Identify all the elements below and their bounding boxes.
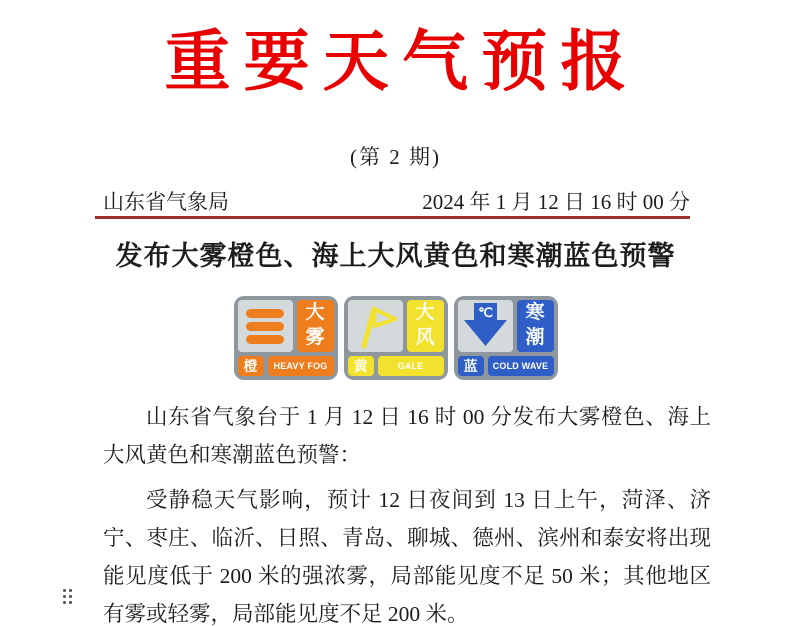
header-divider xyxy=(95,216,690,219)
heavy-fog-warning-badge xyxy=(234,296,338,380)
body-paragraph: 山东省气象台于 1 月 12 日 16 时 00 分发布大雾橙色、海上大风黄色和寒潮蓝色预警： xyxy=(103,405,711,467)
bulletin-headline: 发布大雾橙色、海上大风黄色和寒潮蓝色预警 xyxy=(115,241,676,271)
warning-level-badge: 黄 xyxy=(348,356,374,376)
celsius-symbol: ℃ xyxy=(477,305,493,320)
bulletin-body xyxy=(103,398,711,626)
warning-name-cn: 大雾 xyxy=(297,300,334,352)
warning-name-en: HEAVY FOG xyxy=(268,356,334,376)
warning-level-badge: 橙 xyxy=(238,356,264,376)
bulletin-header xyxy=(103,186,690,216)
pennant-flag-icon xyxy=(348,300,403,352)
warning-name-en: GALE xyxy=(378,356,444,376)
issue-number: (第 2 期) xyxy=(350,145,441,169)
page-title: 重要天气预报 xyxy=(164,24,640,98)
warning-name-en: COLD WAVE xyxy=(488,356,554,376)
warning-level-badge: 蓝 xyxy=(458,356,484,376)
body-paragraph: 受静稳天气影响，预计 12 日夜间到 13 日上午，菏泽、济宁、枣庄、临沂、日照、青岛、聊城、德州、滨州和泰安将出现能见度低于 200 米的强浓雾，局部能见度不足 50 米；其他地区有雾或轻雾，局部能见度不足 200 米。 xyxy=(103,488,711,626)
fog-bars-icon xyxy=(238,300,293,352)
drag-handle-dots xyxy=(61,587,74,606)
issue-datetime: 2024 年 1 月 12 日 16 时 00 分 xyxy=(422,190,690,214)
warning-icons-row xyxy=(234,296,558,380)
down-arrow-celsius-icon xyxy=(458,300,513,352)
agency-name: 山东省气象局 xyxy=(103,190,229,214)
warning-name-cn: 大风 xyxy=(407,300,444,352)
warning-name-cn: 寒潮 xyxy=(517,300,554,352)
gale-warning-badge xyxy=(344,296,448,380)
cold-wave-warning-badge xyxy=(454,296,558,380)
